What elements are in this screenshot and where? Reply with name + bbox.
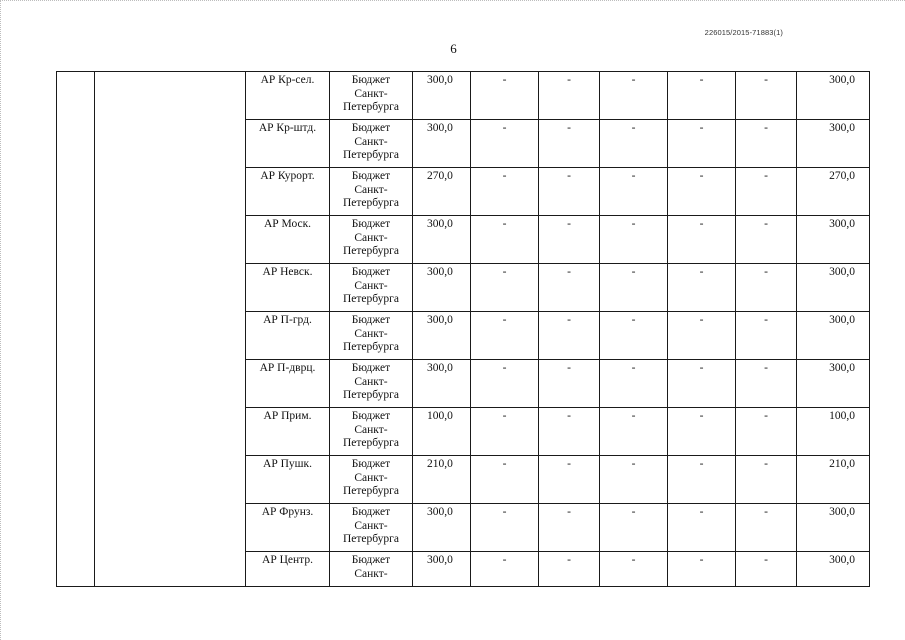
funding-source-line: Санкт- — [354, 279, 388, 292]
blank-col-2 — [95, 72, 246, 587]
empty-value-cell: - — [600, 312, 668, 360]
empty-value-cell: - — [539, 120, 600, 168]
empty-value-cell: - — [668, 312, 736, 360]
empty-value-cell: - — [600, 216, 668, 264]
amount-cell: 100,0 — [413, 408, 471, 456]
empty-value-cell: - — [471, 264, 539, 312]
area-cell: АР Моск. — [246, 216, 330, 264]
total-cell: 300,0 — [797, 264, 870, 312]
area-cell: АР Фрунз. — [246, 504, 330, 552]
funding-source-line: Санкт- — [354, 519, 388, 532]
empty-value-cell: - — [600, 552, 668, 587]
amount-cell: 300,0 — [413, 552, 471, 587]
amount-cell: 300,0 — [413, 216, 471, 264]
funding-source-line: Бюджет — [351, 554, 391, 566]
empty-value-cell: - — [539, 408, 600, 456]
empty-value-cell: - — [600, 168, 668, 216]
empty-value-cell: - — [471, 72, 539, 120]
funding-source-cell — [330, 168, 413, 216]
funding-source-line: Петербурга — [342, 437, 400, 449]
funding-source-line: Санкт- — [354, 183, 388, 196]
funding-source-line: Петербурга — [342, 533, 400, 545]
empty-value-cell: - — [600, 72, 668, 120]
amount-cell: 300,0 — [413, 312, 471, 360]
total-cell: 300,0 — [797, 312, 870, 360]
empty-value-cell: - — [736, 360, 797, 408]
empty-value-cell: - — [471, 360, 539, 408]
empty-value-cell: - — [539, 312, 600, 360]
empty-value-cell: - — [471, 120, 539, 168]
total-cell: 300,0 — [797, 72, 870, 120]
total-cell: 100,0 — [797, 408, 870, 456]
funding-source-cell — [330, 408, 413, 456]
table-body — [57, 72, 870, 587]
funding-source-line: Петербурга — [342, 485, 400, 497]
empty-value-cell: - — [471, 168, 539, 216]
funding-source-line: Санкт- — [354, 567, 388, 580]
funding-source-cell — [330, 312, 413, 360]
funding-source-cell — [330, 360, 413, 408]
empty-value-cell: - — [471, 312, 539, 360]
area-cell: АР Кр-штд. — [246, 120, 330, 168]
empty-value-cell: - — [600, 264, 668, 312]
empty-value-cell: - — [600, 504, 668, 552]
funding-source-cell — [330, 120, 413, 168]
total-cell: 300,0 — [797, 504, 870, 552]
empty-value-cell: - — [539, 552, 600, 587]
total-cell: 300,0 — [797, 552, 870, 587]
empty-value-cell: - — [736, 216, 797, 264]
empty-value-cell: - — [668, 408, 736, 456]
table-row — [57, 72, 870, 120]
empty-value-cell: - — [736, 312, 797, 360]
total-cell: 300,0 — [797, 216, 870, 264]
empty-value-cell: - — [539, 456, 600, 504]
empty-value-cell: - — [736, 552, 797, 587]
funding-source-line: Санкт- — [354, 327, 388, 340]
funding-source-line: Петербурга — [342, 341, 400, 353]
amount-cell: 300,0 — [413, 264, 471, 312]
funding-source-line: Петербурга — [342, 149, 400, 161]
funding-source-line: Петербурга — [342, 245, 400, 257]
funding-source-cell — [330, 72, 413, 120]
document-id: 226015/2015-71883(1) — [704, 28, 783, 37]
funding-source-cell — [330, 456, 413, 504]
amount-cell: 300,0 — [413, 72, 471, 120]
funding-source-line: Бюджет — [351, 314, 391, 326]
empty-value-cell: - — [539, 72, 600, 120]
funding-source-line: Бюджет — [351, 74, 391, 86]
empty-value-cell: - — [471, 456, 539, 504]
funding-source-line: Санкт- — [354, 423, 388, 436]
empty-value-cell: - — [668, 264, 736, 312]
empty-value-cell: - — [539, 168, 600, 216]
funding-source-line: Петербурга — [342, 389, 400, 401]
page-number: 6 — [450, 41, 457, 56]
budget-table — [56, 71, 870, 587]
empty-value-cell: - — [600, 456, 668, 504]
amount-cell: 300,0 — [413, 120, 471, 168]
empty-value-cell: - — [600, 408, 668, 456]
empty-value-cell: - — [668, 552, 736, 587]
empty-value-cell: - — [668, 168, 736, 216]
empty-value-cell: - — [668, 72, 736, 120]
area-cell: АР Центр. — [246, 552, 330, 587]
amount-cell: 270,0 — [413, 168, 471, 216]
funding-source-line: Петербурга — [342, 101, 400, 113]
area-cell: АР П-дврц. — [246, 360, 330, 408]
empty-value-cell: - — [539, 216, 600, 264]
funding-source-line: Бюджет — [351, 218, 391, 230]
empty-value-cell: - — [668, 360, 736, 408]
total-cell: 300,0 — [797, 120, 870, 168]
funding-source-line: Бюджет — [351, 458, 391, 470]
empty-value-cell: - — [736, 168, 797, 216]
empty-value-cell: - — [471, 408, 539, 456]
empty-value-cell: - — [736, 408, 797, 456]
empty-value-cell: - — [668, 120, 736, 168]
funding-source-line: Санкт- — [354, 471, 388, 484]
empty-value-cell: - — [471, 552, 539, 587]
funding-source-line: Петербурга — [342, 197, 400, 209]
total-cell: 210,0 — [797, 456, 870, 504]
area-cell: АР Невск. — [246, 264, 330, 312]
area-cell: АР Пушк. — [246, 456, 330, 504]
area-cell: АР Кр-сел. — [246, 72, 330, 120]
empty-value-cell: - — [736, 264, 797, 312]
funding-source-line: Санкт- — [354, 135, 388, 148]
total-cell: 270,0 — [797, 168, 870, 216]
empty-value-cell: - — [736, 456, 797, 504]
empty-value-cell: - — [471, 216, 539, 264]
empty-value-cell: - — [539, 264, 600, 312]
amount-cell: 210,0 — [413, 456, 471, 504]
area-cell: АР Курорт. — [246, 168, 330, 216]
empty-value-cell: - — [736, 120, 797, 168]
funding-source-line: Бюджет — [351, 266, 391, 278]
empty-value-cell: - — [736, 72, 797, 120]
funding-source-cell — [330, 216, 413, 264]
funding-source-cell — [330, 504, 413, 552]
blank-col-1 — [57, 72, 95, 587]
empty-value-cell: - — [539, 504, 600, 552]
empty-value-cell: - — [668, 456, 736, 504]
funding-source-line: Бюджет — [351, 410, 391, 422]
funding-source-line: Бюджет — [351, 122, 391, 134]
funding-source-cell — [330, 264, 413, 312]
empty-value-cell: - — [668, 216, 736, 264]
empty-value-cell: - — [600, 360, 668, 408]
empty-value-cell: - — [668, 504, 736, 552]
funding-source-line: Петербурга — [342, 293, 400, 305]
amount-cell: 300,0 — [413, 504, 471, 552]
funding-source-line: Бюджет — [351, 170, 391, 182]
empty-value-cell: - — [471, 504, 539, 552]
empty-value-cell: - — [600, 120, 668, 168]
total-cell: 300,0 — [797, 360, 870, 408]
funding-source-cell — [330, 552, 413, 587]
funding-source-line: Санкт- — [354, 87, 388, 100]
empty-value-cell: - — [539, 360, 600, 408]
funding-source-line: Санкт- — [354, 231, 388, 244]
funding-source-line: Бюджет — [351, 506, 391, 518]
amount-cell: 300,0 — [413, 360, 471, 408]
area-cell: АР Прим. — [246, 408, 330, 456]
funding-source-line: Санкт- — [354, 375, 388, 388]
empty-value-cell: - — [736, 504, 797, 552]
area-cell: АР П-грд. — [246, 312, 330, 360]
funding-source-line: Бюджет — [351, 362, 391, 374]
